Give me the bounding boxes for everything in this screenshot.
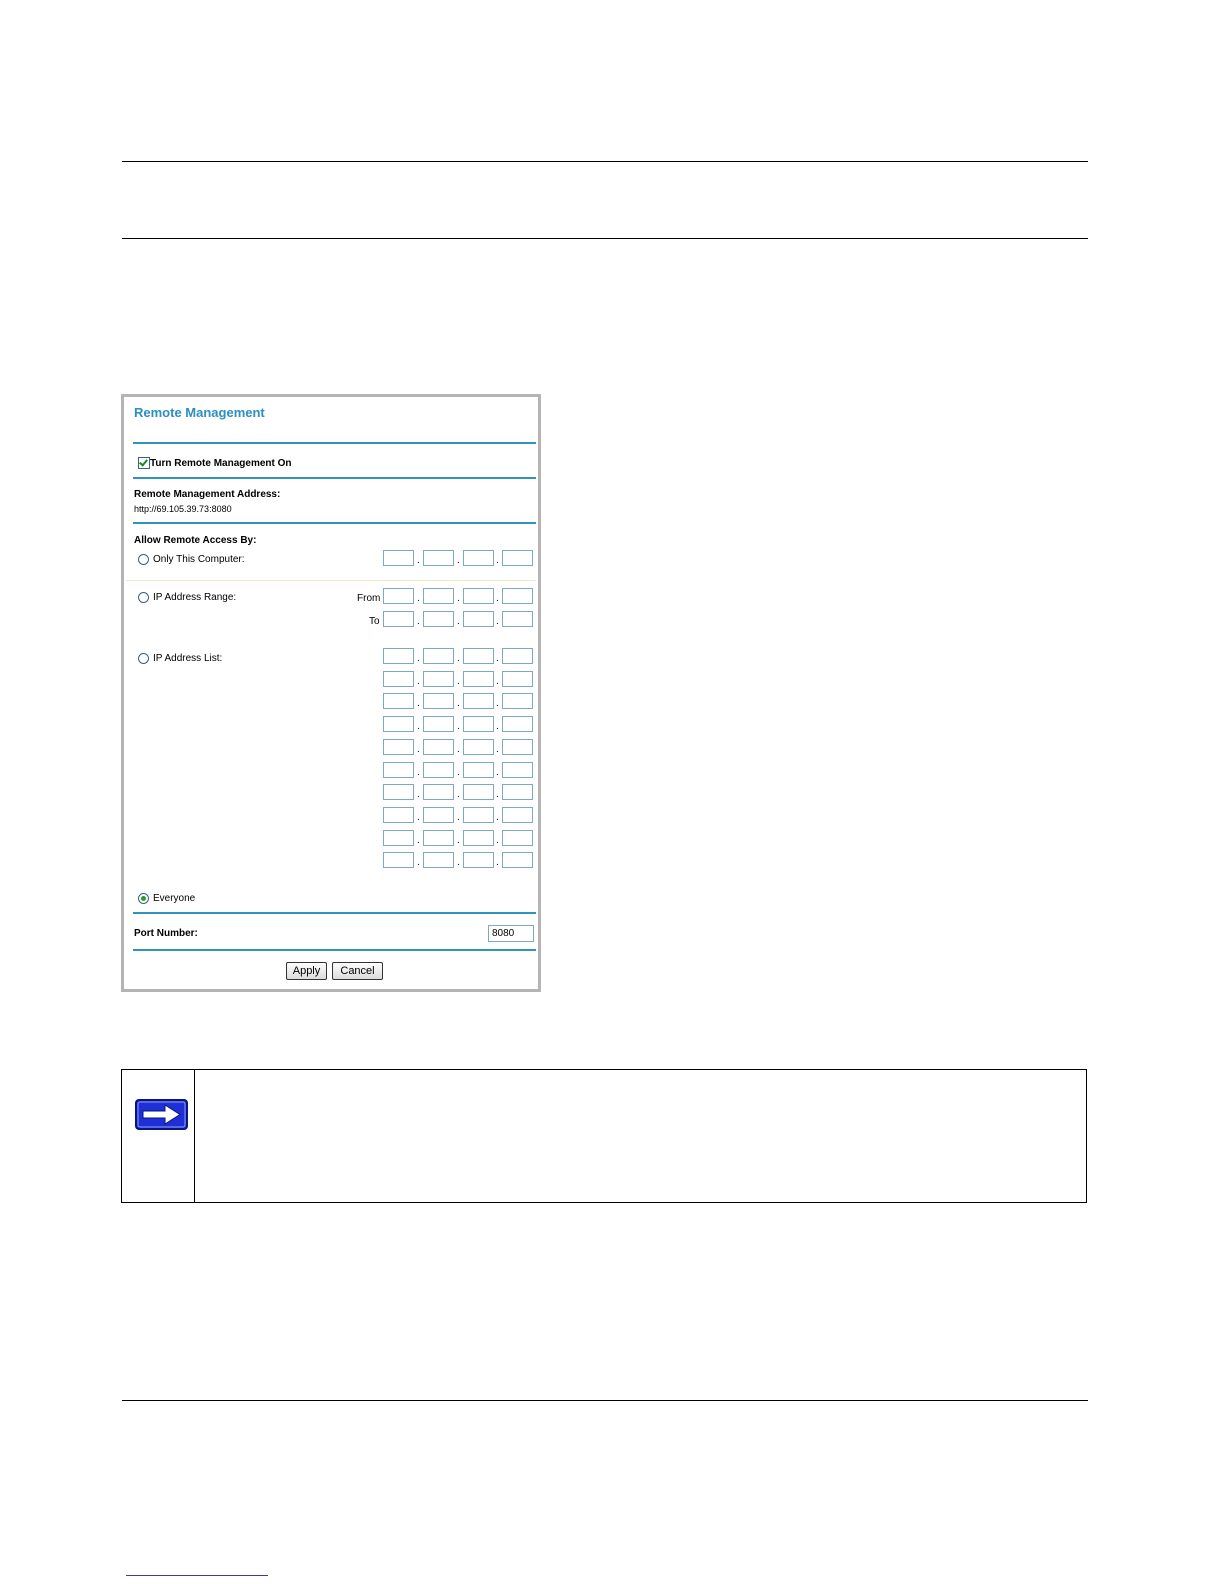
ip-octet[interactable] [502,784,533,800]
ip-list-row: . . . [383,671,535,688]
ip-octet[interactable] [502,671,533,687]
ip-octet[interactable] [502,830,533,846]
ip-range-radio[interactable] [138,592,149,603]
ip-octet[interactable] [423,852,454,868]
ip-octet[interactable] [423,550,454,566]
ip-octet[interactable] [502,852,533,868]
ip-octet[interactable] [502,716,533,732]
everyone-radio[interactable] [138,893,149,904]
ip-range-label: IP Address Range: [153,592,237,603]
ip-octet[interactable] [502,611,533,627]
to-label: To [369,616,380,627]
header-rule-bottom [122,238,1088,239]
ip-octet[interactable] [502,648,533,664]
cancel-button[interactable]: Cancel [332,962,383,980]
ip-list-row: . . . [383,716,535,733]
ip-octet[interactable] [463,716,494,732]
note-divider [194,1070,195,1202]
port-label: Port Number: [134,928,198,939]
ip-octet[interactable] [502,550,533,566]
only-this-ip: . . . [383,550,535,567]
panel-title: Remote Management [134,405,265,420]
note-box [121,1069,1087,1203]
ip-list-row: . . . [383,762,535,779]
address-value: http://69.105.39.73:8080 [134,504,232,514]
separator [133,522,536,524]
arrow-right-icon [135,1099,188,1130]
ip-octet[interactable] [423,716,454,732]
ip-octet[interactable] [463,611,494,627]
only-this-computer-label: Only This Computer: [153,554,245,565]
address-label: Remote Management Address: [134,489,281,500]
ip-octet[interactable] [423,739,454,755]
ip-octet[interactable] [423,671,454,687]
ip-list-row: . . . [383,693,535,710]
ip-octet[interactable] [423,807,454,823]
ip-octet[interactable] [463,648,494,664]
ip-list-label: IP Address List: [153,653,223,664]
ip-octet[interactable] [423,762,454,778]
ip-octet[interactable] [502,762,533,778]
ip-octet[interactable] [383,550,414,566]
range-from-ip: . . . [383,588,535,605]
ip-list-row: . . . [383,739,535,756]
ip-octet[interactable] [463,671,494,687]
ip-octet[interactable] [463,762,494,778]
ip-octet[interactable] [383,807,414,823]
port-input[interactable]: 8080 [488,925,534,942]
ip-octet[interactable] [423,830,454,846]
ip-octet[interactable] [383,648,414,664]
ip-octet[interactable] [502,807,533,823]
from-label: From [357,593,381,604]
separator [133,949,536,951]
ip-octet[interactable] [463,807,494,823]
ip-octet[interactable] [463,588,494,604]
separator [133,477,536,479]
ip-octet[interactable] [463,852,494,868]
ip-octet[interactable] [502,693,533,709]
ip-list-row: . . . [383,852,535,869]
turn-on-label: Turn Remote Management On [150,458,292,469]
separator [133,912,536,914]
ip-octet[interactable] [423,784,454,800]
ip-octet[interactable] [383,830,414,846]
allow-access-label: Allow Remote Access By: [134,535,257,546]
footer-link-underline[interactable] [126,1575,268,1576]
range-to-ip: . . . [383,611,535,628]
ip-list-radio[interactable] [138,653,149,664]
ip-octet[interactable] [383,762,414,778]
ip-list-row: . . . [383,807,535,824]
ip-list-row: . . . [383,830,535,847]
separator [133,442,536,444]
ip-octet[interactable] [423,648,454,664]
ip-octet[interactable] [423,693,454,709]
ip-octet[interactable] [463,830,494,846]
only-this-computer-radio[interactable] [138,554,149,565]
ip-octet[interactable] [383,784,414,800]
ip-octet[interactable] [502,588,533,604]
footer-rule [122,1400,1088,1401]
ip-octet[interactable] [463,550,494,566]
ip-octet[interactable] [383,588,414,604]
ip-octet[interactable] [463,784,494,800]
ip-list-row: . . . [383,648,535,665]
apply-button[interactable]: Apply [286,962,327,980]
separator-thin [126,580,536,581]
ip-list-row: . . . [383,784,535,801]
ip-octet[interactable] [502,739,533,755]
ip-octet[interactable] [383,716,414,732]
remote-management-panel [121,394,541,992]
ip-octet[interactable] [463,739,494,755]
ip-octet[interactable] [463,693,494,709]
ip-octet[interactable] [423,611,454,627]
ip-octet[interactable] [383,739,414,755]
header-rule-top [122,161,1088,162]
ip-octet[interactable] [383,671,414,687]
ip-octet[interactable] [383,693,414,709]
everyone-label: Everyone [153,893,196,904]
ip-octet[interactable] [383,852,414,868]
ip-octet[interactable] [383,611,414,627]
turn-on-checkbox[interactable] [138,457,150,469]
ip-octet[interactable] [423,588,454,604]
